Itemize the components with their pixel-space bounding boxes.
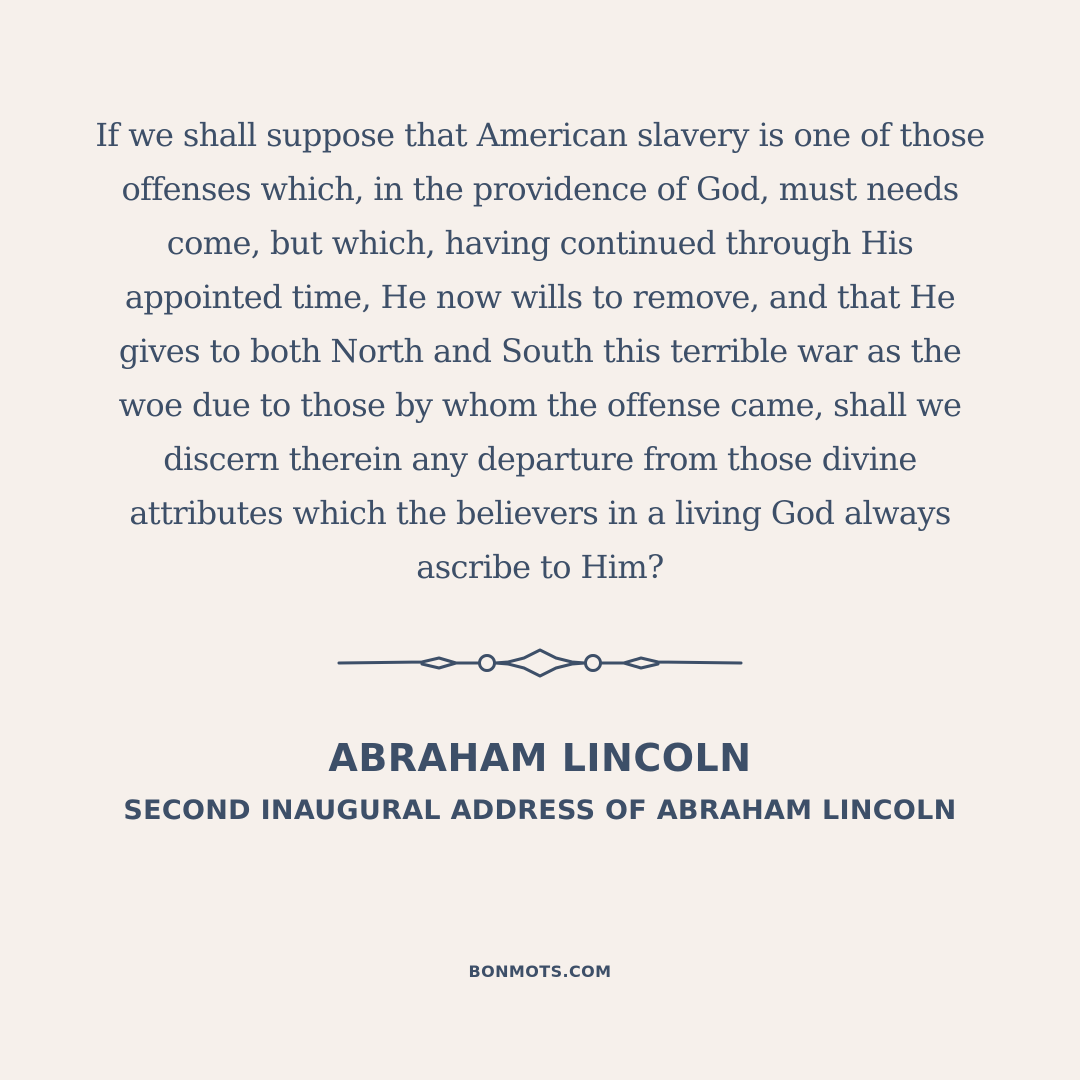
ornamental-divider-icon xyxy=(336,648,744,678)
quote-text: If we shall suppose that American slavery is one of those offenses which, in the providence of God, must needs come, but which, having continued through His appointed time, He now wills to remove, and that He gives to both North and South this terrible war as the woe due to those by whom the offense came, shall we discern therein any departure from those divine attributes which the believers in a living God always ascribe to Him? xyxy=(95,116,985,586)
author-name: ABRAHAM LINCOLN xyxy=(328,736,752,780)
site-link[interactable]: BONMOTS.COM xyxy=(468,962,612,981)
quote-source: SECOND INAUGURAL ADDRESS OF ABRAHAM LINCOLN xyxy=(123,795,957,826)
